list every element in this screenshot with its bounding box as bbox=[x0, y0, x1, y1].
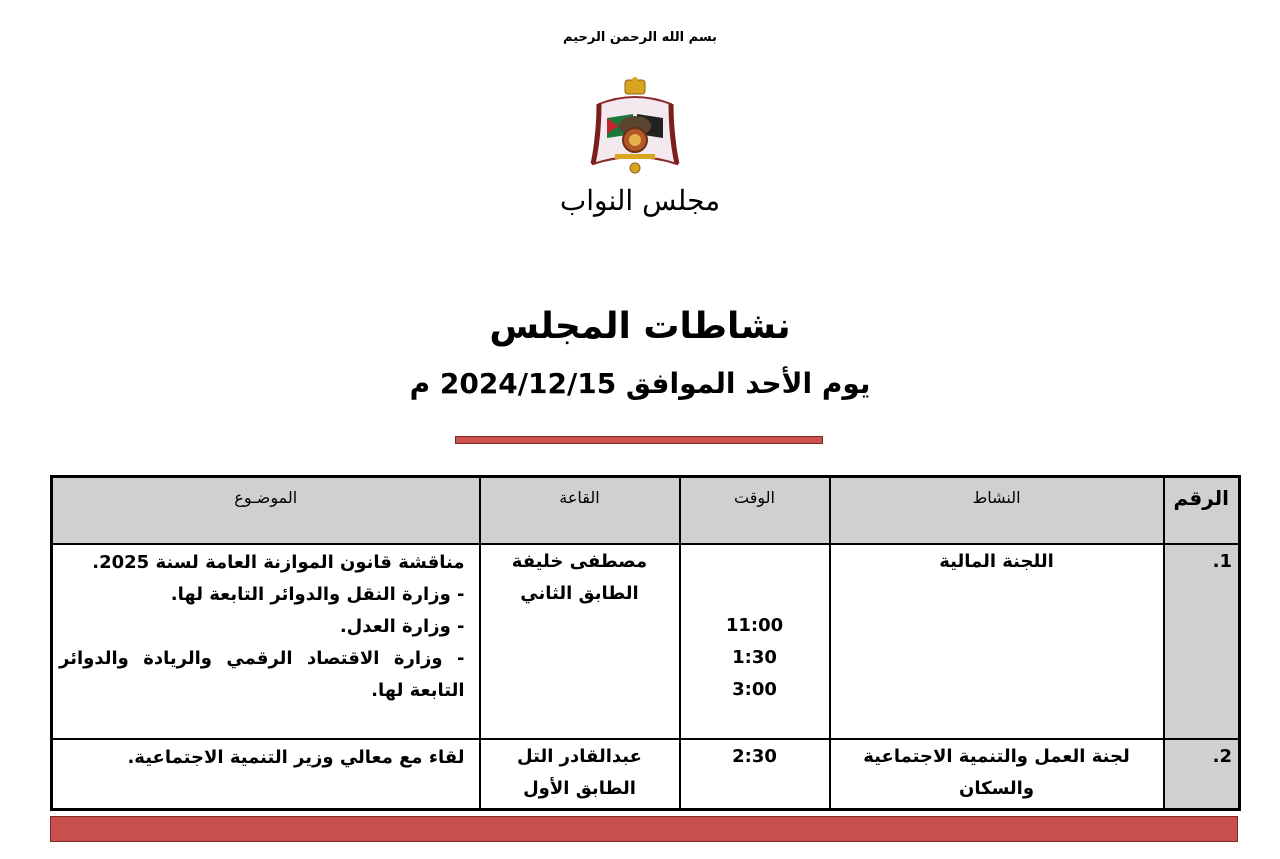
row-subject bbox=[52, 544, 480, 739]
hall-name: عبدالقادر التل bbox=[517, 746, 642, 767]
header-subject: الموضـوع bbox=[52, 477, 480, 545]
time-value: 3:00 bbox=[732, 679, 777, 700]
hall-floor: الطابق الثاني bbox=[520, 583, 639, 604]
row-times bbox=[680, 739, 830, 809]
basmala: بسم الله الرحمن الرحيم bbox=[563, 30, 717, 45]
header-activity: النشاط bbox=[830, 477, 1164, 545]
row-activity: لجنة العمل والتنمية الاجتماعية والسكان bbox=[830, 739, 1164, 809]
row-subject bbox=[52, 739, 480, 809]
subject-line: - وزارة العدل. bbox=[339, 616, 465, 637]
subject-line: مناقشة قانون الموازنة العامة لسنة 2025. bbox=[92, 552, 465, 573]
row-times bbox=[680, 544, 830, 739]
header-hall: القاعة bbox=[480, 477, 680, 545]
parliament-logo-text: مجلس النواب bbox=[559, 184, 721, 217]
row-activity: اللجنة المالية bbox=[830, 544, 1164, 739]
row-hall bbox=[480, 544, 680, 739]
table-row bbox=[52, 544, 1240, 739]
table-header-row bbox=[52, 477, 1240, 545]
subject-line: - وزارة الاقتصاد الرقمي والريادة والدوائر التابعة لها. bbox=[59, 648, 465, 701]
top-divider bbox=[455, 436, 823, 444]
row-hall bbox=[480, 739, 680, 809]
header-number: الرقم bbox=[1164, 477, 1240, 545]
time-value: 2:30 bbox=[732, 746, 777, 767]
header-time: الوقت bbox=[680, 477, 830, 545]
table-row bbox=[52, 739, 1240, 809]
time-value: 11:00 bbox=[725, 615, 784, 636]
subject-line: لقاء مع معالي وزير التنمية الاجتماعية. bbox=[127, 747, 465, 768]
row-number: 2. bbox=[1164, 739, 1240, 809]
time-value: 1:30 bbox=[732, 647, 777, 668]
bottom-divider bbox=[50, 816, 1238, 842]
coat-of-arms-icon bbox=[585, 76, 685, 178]
page-title: نشاطات المجلس bbox=[489, 306, 791, 347]
hall-name: مصطفى خليفة bbox=[511, 551, 648, 572]
subject-line: - وزارة النقل والدوائر التابعة لها. bbox=[170, 584, 465, 605]
page-subtitle: يوم الأحد الموافق 2024/12/15 م bbox=[409, 367, 871, 400]
activities-table bbox=[50, 475, 1241, 811]
hall-floor: الطابق الأول bbox=[523, 778, 636, 799]
row-number: 1. bbox=[1164, 544, 1240, 739]
